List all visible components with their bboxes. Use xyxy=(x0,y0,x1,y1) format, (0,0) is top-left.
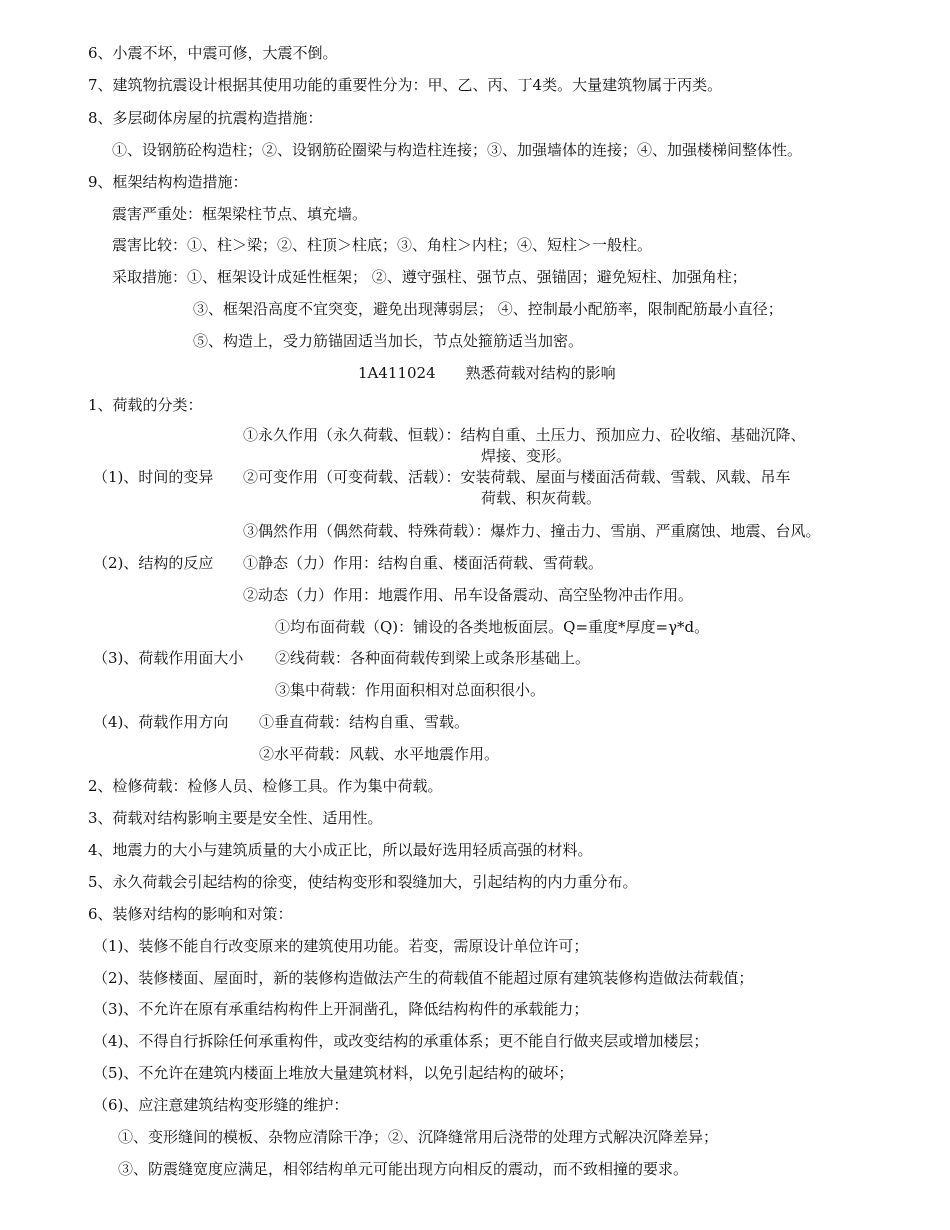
section-heading: 1A411024 熟悉荷载对结构的影响 xyxy=(358,364,616,382)
text-line: 荷载、积灰荷载。 xyxy=(481,489,602,507)
text-line: ②可变作用（可变荷载、活载）：安装荷载、屋面与楼面活荷载、雪载、风载、吊车 xyxy=(243,468,791,486)
text-line: ②线荷载：各种面荷载传到梁上或条形基础上。 xyxy=(275,649,591,667)
text-line: （4)、不得自行拆除任何承重构件，或改变结构的承重体系；更不能自行做夹层或增加楼层； xyxy=(93,1032,709,1050)
text-line: ②水平荷载：风载、水平地震作用。 xyxy=(259,745,500,763)
text-line: ③偶然作用（偶然荷载、特殊荷载）：爆炸力、撞击力、雪崩、严重腐蚀、地震、台风。 xyxy=(243,522,821,540)
text-line: 3、荷载对结构影响主要是安全性、适用性。 xyxy=(88,809,383,827)
text-line: （3)、不允许在原有承重结构构件上开洞凿孔，降低结构构件的承载能力； xyxy=(93,1000,589,1018)
text-line: 震害比较：①、柱＞梁；②、柱顶＞柱底；③、角柱＞内柱；④、短柱＞一般柱。 xyxy=(112,236,653,254)
category-label: （2)、结构的反应 xyxy=(93,554,214,572)
text-line: （2)、装修楼面、屋面时，新的装修构造做法产生的荷载值不能超过原有建筑装修构造做法荷载值； xyxy=(93,969,754,987)
text-line: 9、框架结构构造措施： xyxy=(88,173,248,191)
text-line: 6、装修对结构的影响和对策： xyxy=(88,905,293,923)
text-line: 7、建筑物抗震设计根据其使用功能的重要性分为：甲、乙、丙、丁4类。大量建筑物属于丙类。 xyxy=(88,76,723,94)
text-line: 5、永久荷载会引起结构的徐变，使结构变形和裂缝加大，引起结构的内力重分布。 xyxy=(88,873,638,891)
text-line: ①、变形缝间的模板、杂物应清除干净；②、沉降缝常用后浇带的处理方式解决沉降差异； xyxy=(118,1128,719,1146)
text-line: ①垂直荷载：结构自重、雪载。 xyxy=(259,713,470,731)
text-line: （6)、应注意建筑结构变形缝的维护： xyxy=(93,1096,349,1114)
text-line: 1、荷载的分类： xyxy=(88,396,203,414)
text-line: 4、地震力的大小与建筑质量的大小成正比，所以最好选用轻质高强的材料。 xyxy=(88,841,593,859)
text-line: ①静态（力）作用：结构自重、楼面活荷载、雪荷载。 xyxy=(243,554,604,572)
text-line: 焊接、变形。 xyxy=(481,447,572,465)
text-line: ③集中荷载：作用面积相对总面积很小。 xyxy=(275,681,546,699)
category-label: （3)、荷载作用面大小 xyxy=(93,649,244,667)
text-line: ②动态（力）作用：地震作用、吊车设备震动、高空坠物冲击作用。 xyxy=(243,586,694,604)
text-line: （5)、不允许在建筑内楼面上堆放大量建筑材料，以免引起结构的破坏； xyxy=(93,1064,574,1082)
text-line: ①、设钢筋砼构造柱；②、设钢筋砼圈梁与构造柱连接；③、加强墙体的连接；④、加强楼梯间整体性。 xyxy=(112,141,803,159)
text-line: 震害严重处：框架梁柱节点、填充墙。 xyxy=(112,205,368,223)
category-label: （1)、时间的变异 xyxy=(93,468,214,486)
text-line: 2、检修荷载：检修人员、检修工具。作为集中荷载。 xyxy=(88,777,443,795)
text-line: ⑤、构造上，受力筋锚固适当加长，节点处箍筋适当加密。 xyxy=(193,332,584,350)
text-line: ①均布面荷载（Q)：铺设的各类地板面层。Q=重度*厚度=γ*d。 xyxy=(275,618,710,636)
text-line: ③、防震缝宽度应满足，相邻结构单元可能出现方向相反的震动，而不致相撞的要求。 xyxy=(118,1160,689,1178)
text-line: ①永久作用（永久荷载、恒载）：结构自重、土压力、预加应力、砼收缩、基础沉降、 xyxy=(243,426,806,444)
text-line: （1)、装修不能自行改变原来的建筑使用功能。若变，需原设计单位许可； xyxy=(93,937,589,955)
text-line: 8、多层砌体房屋的抗震构造措施： xyxy=(88,109,323,127)
category-label: （4)、荷载作用方向 xyxy=(93,713,229,731)
text-line: ③、框架沿高度不宜突变，避免出现薄弱层； ④、控制最小配筋率，限制配筋最小直径； xyxy=(193,300,783,318)
text-line: 采取措施：①、框架设计成延性框架； ②、遵守强柱、强节点、强锚固；避免短柱、加强角柱； xyxy=(112,268,747,286)
text-line: 6、小震不坏，中震可修，大震不倒。 xyxy=(88,44,338,62)
